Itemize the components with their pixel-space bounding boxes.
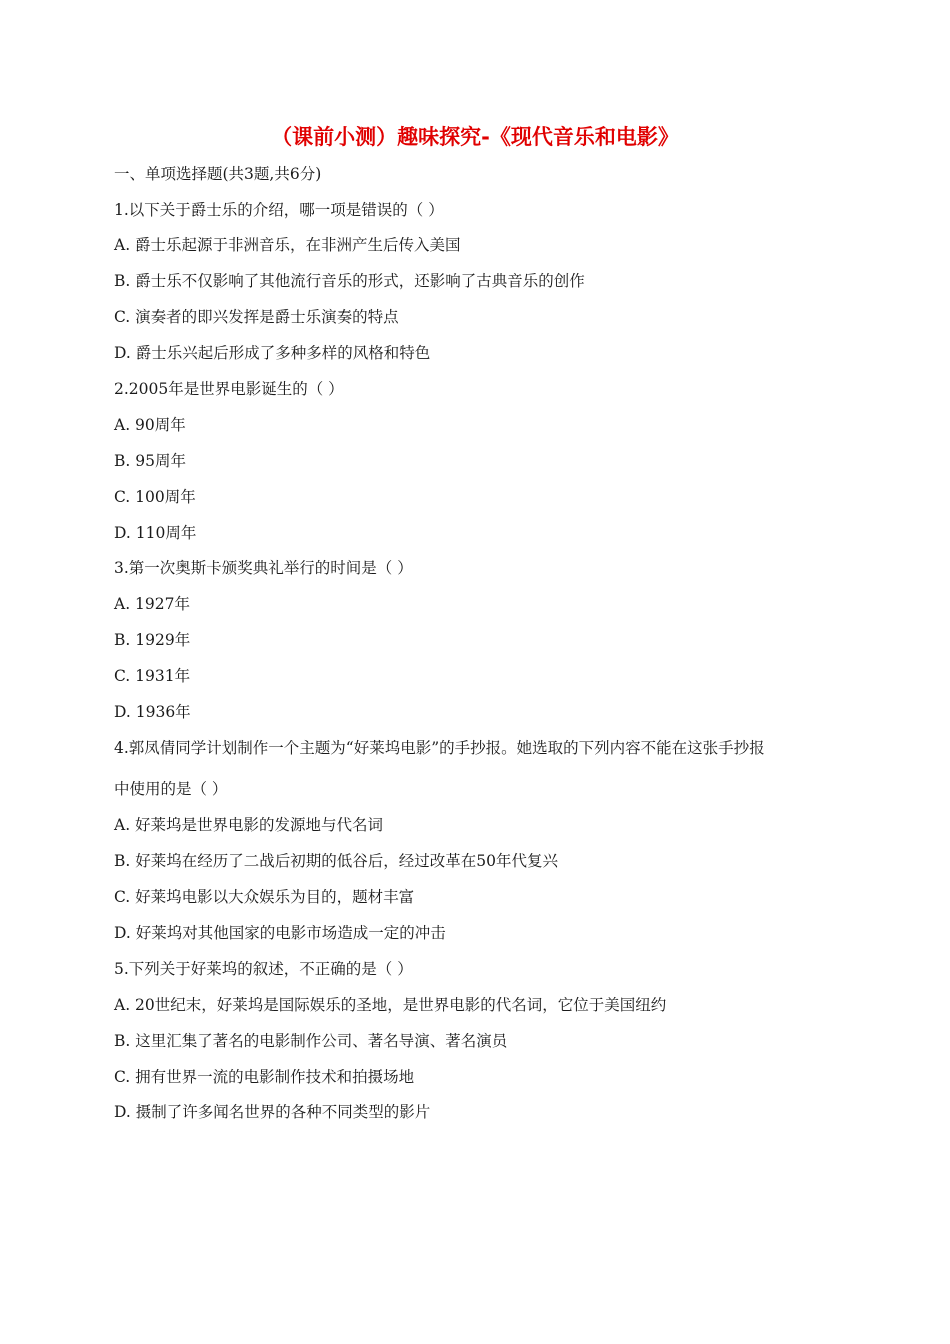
question-4-stem: 4.郭凤倩同学计划制作一个主题为“好莱坞电影”的手抄报。她选取的下列内容不能在这张手抄报 bbox=[114, 739, 765, 757]
question-3-option-d: D. 1936年 bbox=[114, 703, 191, 721]
question-5-option-b: B. 这里汇集了著名的电影制作公司、著名导演、著名演员 bbox=[114, 1032, 508, 1050]
question-2-option-d: D. 110周年 bbox=[114, 524, 197, 542]
question-3-option-a: A. 1927年 bbox=[114, 595, 190, 613]
section-heading: 一、单项选择题(共3题,共6分) bbox=[114, 165, 322, 183]
question-2-option-c: C. 100周年 bbox=[114, 488, 196, 506]
question-4-option-c: C. 好莱坞电影以大众娱乐为目的，题材丰富 bbox=[114, 888, 415, 906]
question-1-option-b: B. 爵士乐不仅影响了其他流行音乐的形式，还影响了古典音乐的创作 bbox=[114, 272, 585, 290]
question-3-stem: 3.第一次奥斯卡颁奖典礼举行的时间是（ ） bbox=[114, 559, 413, 577]
question-4-option-d: D. 好莱坞对其他国家的电影市场造成一定的冲击 bbox=[114, 924, 446, 942]
question-4-option-b: B. 好莱坞在经历了二战后初期的低谷后，经过改革在50年代复兴 bbox=[114, 852, 558, 870]
question-2-option-a: A. 90周年 bbox=[114, 416, 186, 434]
question-2-stem: 2.2005年是世界电影诞生的（ ） bbox=[114, 380, 344, 398]
question-3-option-c: C. 1931年 bbox=[114, 667, 191, 685]
question-4-option-a: A. 好莱坞是世界电影的发源地与代名词 bbox=[114, 816, 384, 834]
question-1-option-c: C. 演奏者的即兴发挥是爵士乐演奏的特点 bbox=[114, 308, 399, 326]
question-1-option-d: D. 爵士乐兴起后形成了多种多样的风格和特色 bbox=[114, 344, 431, 362]
question-3-option-b: B. 1929年 bbox=[114, 631, 191, 649]
question-2-option-b: B. 95周年 bbox=[114, 452, 186, 470]
question-5-option-a: A. 20世纪末，好莱坞是国际娱乐的圣地，是世界电影的代名词，它位于美国纽约 bbox=[114, 996, 667, 1014]
document-title: （课前小测）趣味探究-《现代音乐和电影》 bbox=[271, 125, 679, 149]
question-1-option-a: A. 爵士乐起源于非洲音乐，在非洲产生后传入美国 bbox=[114, 236, 461, 254]
question-4-stem-continued: 中使用的是（ ） bbox=[114, 780, 228, 798]
question-5-option-d: D. 摄制了许多闻名世界的各种不同类型的影片 bbox=[114, 1103, 431, 1121]
question-1-stem: 1.以下关于爵士乐的介绍，哪一项是错误的（ ） bbox=[114, 201, 444, 219]
question-5-option-c: C. 拥有世界一流的电影制作技术和拍摄场地 bbox=[114, 1068, 415, 1086]
question-5-stem: 5.下列关于好莱坞的叙述，不正确的是（ ） bbox=[114, 960, 413, 978]
